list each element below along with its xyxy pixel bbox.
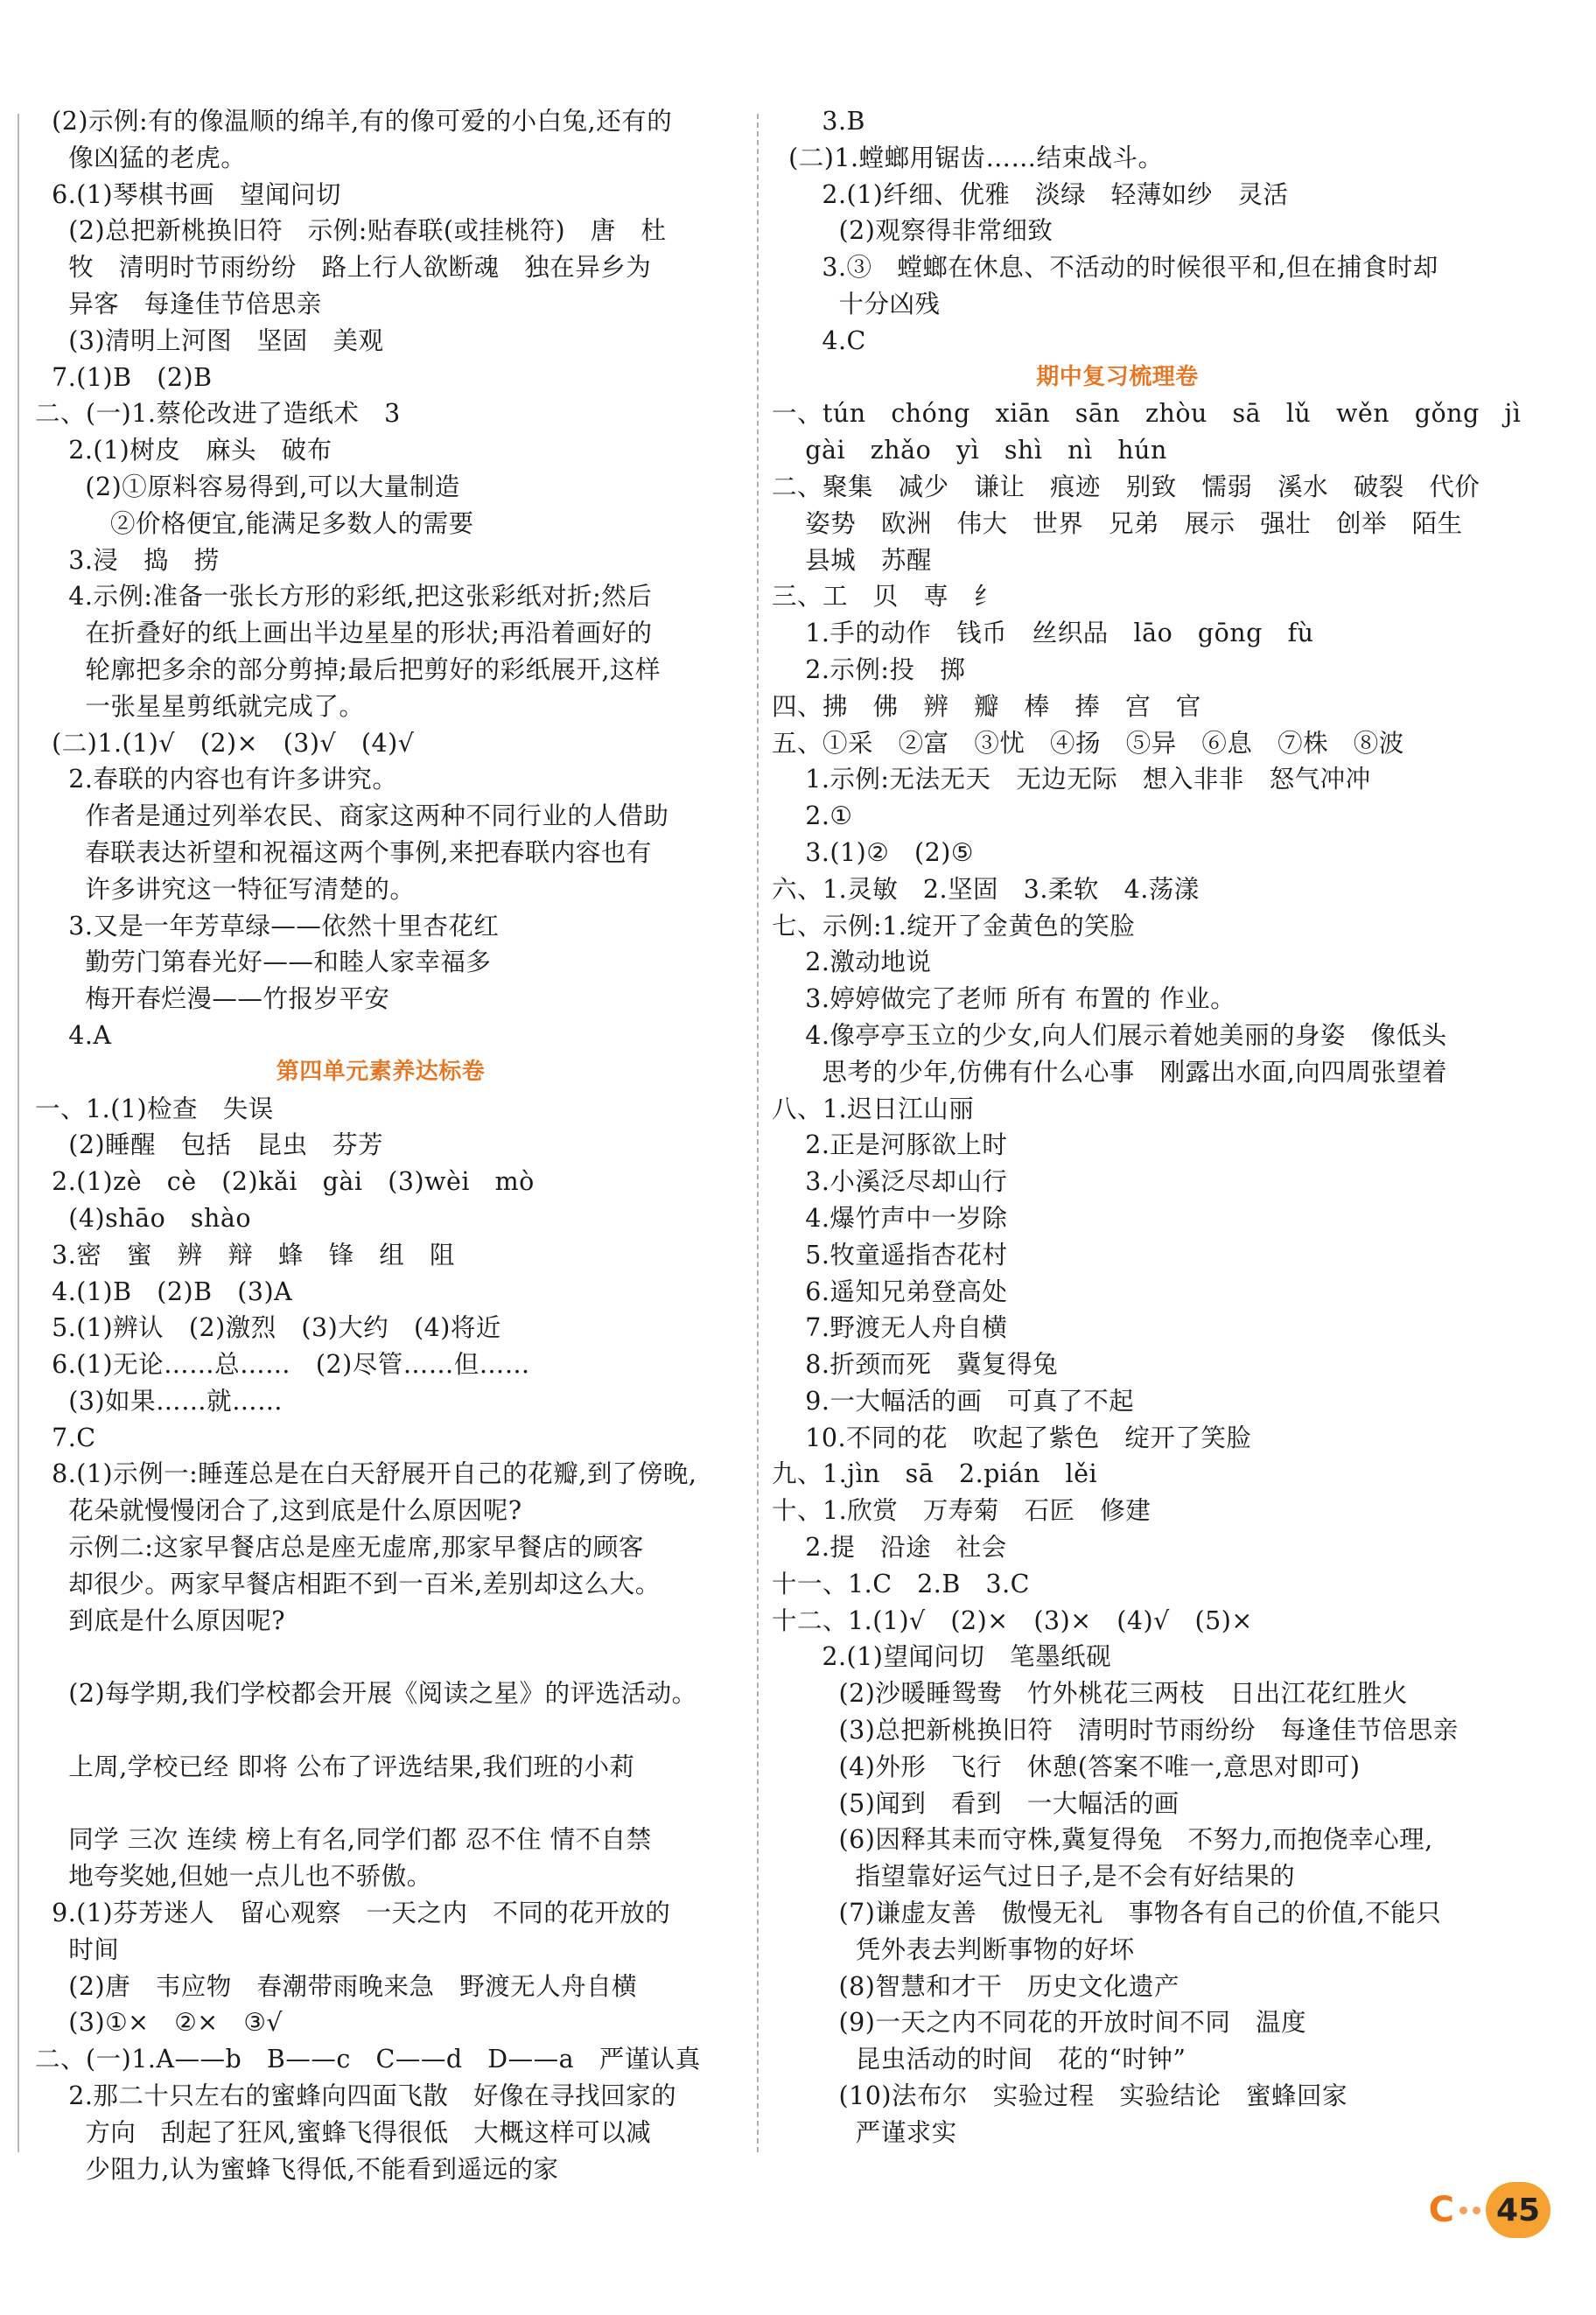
answer-line: 六、1.灵敏 2.坚固 3.柔软 4.荡漾 [772, 874, 1200, 904]
answer-line: 4.爆竹声中一岁除 [772, 1203, 1008, 1233]
answer-line: (4)外形 飞行 休憩(答案不唯一,意思对即可) [772, 1752, 1361, 1781]
answer-line: 九、1.jìn sā 2.pián lěi [772, 1459, 1098, 1489]
answer-line: (7)谦虚友善 傲慢无礼 事物各有自己的价值,不能只 [772, 1899, 1442, 1928]
answer-line: 像凶猛的老虎。 [35, 143, 247, 172]
answer-line: 4.示例:准备一张长方形的彩纸,把这张彩纸对折;然后 [35, 582, 653, 612]
answer-line: 3.B [772, 107, 865, 136]
answer-line: 姿势 欧洲 伟大 世界 兄弟 展示 强壮 创举 陌生 [772, 508, 1463, 538]
answer-line: (5)闻到 看到 一大幅活的画 [772, 1788, 1180, 1818]
answer-line: 3.婷婷做完了老师 所有 布置的 作业。 [772, 984, 1236, 1014]
answer-line: 梅开春烂漫——竹报岁平安 [35, 984, 390, 1014]
left-margin-rule [18, 114, 19, 2152]
answer-line: (2)示例:有的像温顺的绵羊,有的像可爱的小白兔,还有的 [35, 107, 673, 136]
answer-line: 二、(一)1.蔡伦改进了造纸术 3 [35, 399, 401, 429]
answer-line: (3)清明上河图 坚固 美观 [35, 325, 384, 355]
answer-line: 1.示例:无法无天 无边无际 想入非非 怒气冲冲 [772, 765, 1371, 794]
answer-line: 一、tún chóng xiān sān zhòu sā lǔ wěn gǒng jì [772, 399, 1522, 429]
section-heading: 期中复习梳理卷 [1036, 363, 1199, 390]
answer-line: 地夸奖她,但她一点儿也不骄傲。 [35, 1862, 432, 1892]
answer-line: 同学 三次 连续 榜上有名,同学们都 忍不住 情不自禁 [35, 1825, 652, 1855]
answer-line: (2)①原料容易得到,可以大量制造 [35, 472, 460, 501]
answer-line: 轮廓把多余的部分剪掉;最后把剪好的彩纸展开,这样 [35, 654, 662, 684]
left-answer-column [35, 103, 761, 2187]
answer-line: (2)睡醒 包括 昆虫 芬芳 [35, 1130, 384, 1160]
answer-line: 一、1.(1)检查 失误 [35, 1094, 274, 1123]
answer-line: (2)总把新桃换旧符 示例:贴春联(或挂桃符) 唐 杜 [35, 216, 667, 246]
answer-line: (3)总把新桃换旧符 清明时节雨纷纷 每逢佳节倍思亲 [772, 1716, 1459, 1745]
answer-line: 3.浸 捣 捞 [35, 545, 220, 575]
answer-line: (二)1.螳螂用锯齿……结束战斗。 [772, 143, 1164, 172]
page-number: 45 [1486, 2182, 1550, 2238]
answer-line [35, 1786, 761, 1822]
answer-line: 4.A [35, 1020, 112, 1050]
answer-line: 一张星星剪纸就完成了。 [35, 691, 365, 721]
answer-line: (2)沙暖睡鸳鸯 竹外桃花三两枝 日出江花红胜火 [772, 1679, 1408, 1709]
c-logo-icon: C [1428, 2190, 1454, 2230]
answer-line: 异客 每逢佳节倍思亲 [35, 289, 322, 318]
answer-line: 七、示例:1.绽开了金黄色的笑脸 [772, 911, 1136, 941]
answer-line: 十、1.欣赏 万寿菊 石匠 修建 [772, 1496, 1152, 1526]
answer-line: 3.(1)② (2)⑤ [772, 837, 974, 867]
answer-line: 2.(1)树皮 麻头 破布 [35, 436, 332, 465]
answer-line: (二)1.(1)√ (2)× (3)√ (4)√ [35, 728, 415, 758]
answer-line: 到底是什么原因呢? [35, 1605, 286, 1635]
answer-line: 2.示例:投 掷 [772, 654, 966, 684]
answer-line: (10)法布尔 实验过程 实验结论 蜜蜂回家 [772, 2081, 1348, 2111]
dot-icon [1473, 2207, 1480, 2214]
answer-line: 4.(1)B (2)B (3)A [35, 1276, 293, 1306]
answer-line: 3.③ 螳螂在休息、不活动的时候很平和,但在捕食时却 [772, 253, 1438, 283]
answer-line [35, 1712, 761, 1749]
answer-line: 6.(1)无论……总…… (2)尽管……但…… [35, 1350, 530, 1380]
answer-line: 十二、1.(1)√ (2)× (3)× (4)√ (5)× [772, 1605, 1253, 1635]
answer-line: 时间 [35, 1934, 120, 1964]
answer-line: 严谨求实 [772, 2117, 957, 2147]
answer-line: 2.(1)纤细、优雅 淡绿 轻薄如纱 灵活 [772, 179, 1289, 209]
answer-line: 花朵就慢慢闭合了,这到底是什么原因呢? [35, 1496, 522, 1526]
answer-line: 8.折颈而死 冀复得兔 [772, 1350, 1059, 1380]
answer-line: 三、工 贝 専 纟 [772, 582, 1000, 612]
answer-line: 5.(1)辨认 (2)激烈 (3)大约 (4)将近 [35, 1313, 501, 1343]
answer-line: 勤劳门第春光好——和睦人家幸福多 [35, 948, 492, 977]
answer-line: 4.C [772, 325, 866, 355]
answer-line: gài zhǎo yì shì nì hún [772, 436, 1167, 465]
answer-line: ②价格便宜,能满足多数人的需要 [35, 508, 474, 538]
answer-line: 在折叠好的纸上画出半边星星的形状;再沿着画好的 [35, 619, 653, 648]
answer-line: 7.(1)B (2)B [35, 362, 213, 392]
answer-line: 方向 刮起了狂风,蜜蜂飞得很低 大概这样可以减 [35, 2117, 652, 2147]
answer-line: 7.野渡无人舟自横 [772, 1313, 1008, 1343]
answer-line: 2.(1)望闻问切 笔墨纸砚 [772, 1642, 1112, 1672]
answer-line: 5.牧童遥指杏花村 [772, 1240, 1008, 1269]
answer-line [35, 1639, 761, 1675]
answer-line: (4)shāo shào [35, 1203, 252, 1233]
page-number-badge [1429, 2182, 1550, 2238]
answer-line: 3.密 蜜 辨 辩 蜂 锋 组 阻 [35, 1240, 456, 1269]
answer-line: 10.不同的花 吹起了紫色 绽开了笑脸 [772, 1423, 1252, 1452]
answer-line: 6.(1)琴棋书画 望闻问切 [35, 179, 341, 209]
answer-line: (2)唐 韦应物 春潮带雨晚来急 野渡无人舟自横 [35, 1971, 638, 2001]
answer-line: 2.正是河豚欲上时 [772, 1130, 1008, 1160]
answer-line: 十分凶残 [772, 289, 941, 318]
answer-line: (2)观察得非常细致 [772, 216, 1054, 246]
section-heading: 第四单元素养达标卷 [276, 1058, 486, 1085]
answer-line: 4.像亭亭玉立的少女,向人们展示着她美丽的身姿 像低头 [772, 1020, 1447, 1050]
answer-line: 2.(1)zè cè (2)kǎi gài (3)wèi mò [35, 1167, 535, 1197]
answer-line: (9)一天之内不同花的开放时间不同 温度 [772, 2008, 1307, 2038]
answer-line: (8)智慧和才干 历史文化遗产 [772, 1971, 1180, 2001]
answer-line: 7.C [35, 1423, 96, 1452]
dot-icon [1460, 2207, 1467, 2214]
answer-line: (2)每学期,我们学校都会开展《阅读之星》的评选活动。 [35, 1679, 697, 1709]
answer-line: 示例二:这家早餐店总是座无虚席,那家早餐店的顾客 [35, 1533, 644, 1563]
answer-line: 作者是通过列举农民、商家这两种不同行业的人借助 [35, 801, 669, 831]
right-answer-column [772, 103, 1522, 2151]
answer-line: 许多讲究这一特征写清楚的。 [35, 874, 416, 904]
answer-line: 2.春联的内容也有许多讲究。 [35, 765, 398, 794]
answer-line: 二、(一)1.A——b B——c C——d D——a 严谨认真 [35, 2045, 701, 2074]
answer-line: 3.小溪泛尽却山行 [772, 1167, 1008, 1197]
answer-line: (3)①× ②× ③√ [35, 2008, 284, 2038]
answer-line: 牧 清明时节雨纷纷 路上行人欲断魂 独在异乡为 [35, 253, 652, 283]
answer-line: 3.又是一年芳草绿——依然十里杏花红 [35, 911, 500, 941]
answer-line: 十一、1.C 2.B 3.C [772, 1569, 1030, 1598]
answer-line: 五、①采 ②富 ③忧 ④扬 ⑤异 ⑥息 ⑦株 ⑧波 [772, 728, 1404, 758]
answer-line: 四、拂 佛 辨 瓣 棒 捧 宫 官 [772, 691, 1201, 721]
answer-line: 思考的少年,仿佛有什么心事 刚露出水面,向四周张望着 [772, 1057, 1448, 1087]
answer-line: 2.① [772, 801, 853, 831]
answer-line: 8.(1)示例一:睡莲总是在白天舒展开自己的花瓣,到了傍晚, [35, 1459, 697, 1489]
answer-line: 八、1.迟日江山丽 [772, 1094, 975, 1123]
answer-line: 6.遥知兄弟登高处 [772, 1276, 1008, 1306]
answer-line: 指望靠好运气过日子,是不会有好结果的 [772, 1862, 1296, 1892]
answer-line: 9.一大幅活的画 可真了不起 [772, 1386, 1135, 1416]
answer-line: 春联表达祈望和祝福这两个事例,来把春联内容也有 [35, 837, 652, 867]
answer-line: 少阻力,认为蜜蜂飞得低,不能看到遥远的家 [35, 2154, 559, 2184]
answer-line: 昆虫活动的时间 花的“时钟” [772, 2045, 1186, 2074]
answer-line: 2.提 沿途 社会 [772, 1533, 1007, 1563]
answer-line: 凭外表去判断事物的好坏 [772, 1934, 1135, 1964]
answer-line: 9.(1)芬芳迷人 留心观察 一天之内 不同的花开放的 [35, 1899, 671, 1928]
answer-line: (3)如果……就…… [35, 1386, 284, 1416]
answer-line: 2.激动地说 [772, 948, 932, 977]
answer-line: 2.那二十只左右的蜜蜂向四面飞散 好像在寻找回家的 [35, 2081, 677, 2111]
answer-line: 却很少。两家早餐店相距不到一百米,差别却这么大。 [35, 1569, 661, 1598]
answer-line: 县城 苏醒 [772, 545, 932, 575]
answer-line: 1.手的动作 钱币 丝织品 lāo gōng fù [772, 619, 1314, 648]
answer-line: 上周,学校已经 即将 公布了评选结果,我们班的小莉 [35, 1752, 635, 1781]
answer-line: (6)因释其耒而守株,冀复得兔 不努力,而抱侥幸心理, [772, 1825, 1433, 1855]
answer-line: 二、聚集 减少 谦让 痕迹 别致 懦弱 溪水 破裂 代价 [772, 472, 1480, 501]
